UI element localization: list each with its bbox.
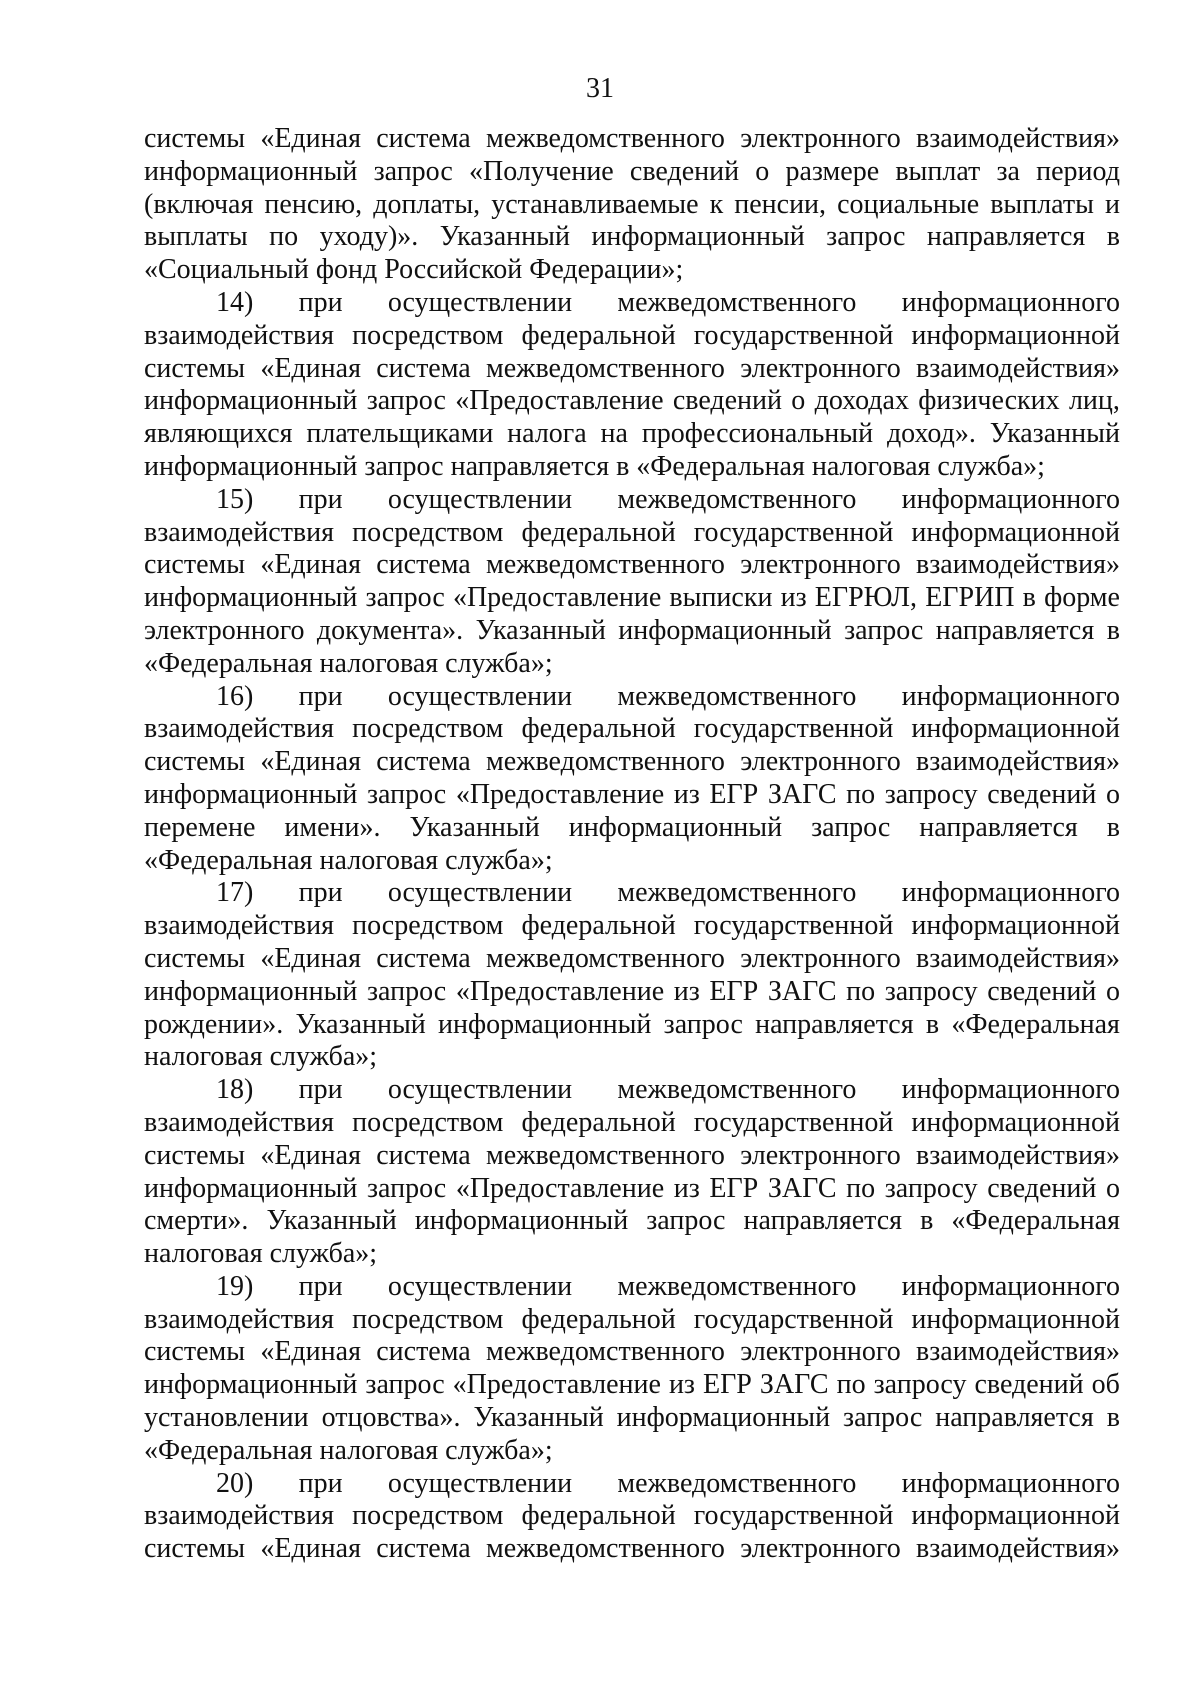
word: информационный <box>591 221 805 253</box>
word: межведомственного <box>485 942 725 974</box>
word: межведомственного <box>617 286 857 318</box>
word: государственной <box>693 1500 894 1532</box>
word: посредством <box>352 516 504 548</box>
word: ЕГР <box>709 778 759 810</box>
text-line: налоговая служба»; <box>144 1238 378 1270</box>
word: Указанный <box>266 1205 397 1237</box>
word: «Предоставление <box>452 1369 661 1401</box>
text-line <box>144 517 1120 550</box>
word: взаимодействия <box>144 910 335 942</box>
word: информационного <box>901 1467 1120 1499</box>
word: информационный <box>414 1205 629 1237</box>
word: «Единая <box>260 1139 361 1171</box>
word: запрос <box>844 614 924 646</box>
word: система <box>376 746 471 778</box>
word: рождении». <box>144 1008 284 1040</box>
word: взаимодействия» <box>915 746 1120 778</box>
word: системы <box>144 549 246 581</box>
word: в <box>1106 811 1120 843</box>
text-line <box>144 1173 1120 1206</box>
word: запросу <box>884 1172 978 1204</box>
word: межведомственного <box>617 1074 857 1106</box>
word: информационного <box>901 1270 1120 1302</box>
text-line <box>144 877 1120 910</box>
word: межведомственного <box>617 1467 857 1499</box>
text-line: «Федеральная налоговая служба»; <box>144 844 553 876</box>
word: отцовства». <box>321 1402 461 1434</box>
word: межведомственного <box>485 1336 725 1368</box>
page-number: 31 <box>586 73 614 104</box>
word: в <box>1106 221 1120 253</box>
word: посредством <box>352 910 504 942</box>
word: пенсии, <box>734 188 827 220</box>
word: выплаты <box>144 221 248 253</box>
text-line <box>144 1468 1120 1501</box>
word: ЕГР <box>702 1369 752 1401</box>
word: «Единая <box>260 942 361 974</box>
word: осуществлении <box>387 1467 573 1499</box>
word: в <box>920 1205 934 1237</box>
word: федеральной <box>521 1106 676 1138</box>
word: информационной <box>911 1500 1120 1532</box>
word: информационного <box>901 877 1120 909</box>
text-line <box>144 287 1120 320</box>
word: направляется <box>926 221 1086 253</box>
word: из <box>668 1369 695 1401</box>
word: из <box>673 975 700 1007</box>
word: запрос <box>366 975 447 1007</box>
word: электронного <box>740 352 901 384</box>
word: информационного <box>901 1074 1120 1106</box>
text-line <box>144 320 1120 353</box>
word: информационный <box>144 582 358 614</box>
word: Указанный <box>475 614 606 646</box>
word: запрос <box>811 811 891 843</box>
word: информационный <box>568 811 783 843</box>
word: в <box>1022 582 1036 614</box>
word: «Предоставление <box>455 975 665 1007</box>
word: уходу)». <box>319 221 419 253</box>
text-line <box>144 1009 1120 1042</box>
word: система <box>376 1139 471 1171</box>
text-line <box>144 123 1120 156</box>
word: информационный <box>618 614 832 646</box>
word: запрос <box>366 385 446 417</box>
text-line <box>144 1271 1120 1304</box>
word: информационный <box>144 1369 358 1401</box>
word: запрос <box>646 1205 726 1237</box>
text-line <box>144 746 1120 779</box>
word: осуществлении <box>387 286 573 318</box>
word: взаимодействия» <box>915 1533 1120 1565</box>
word: «Федеральная <box>951 1008 1120 1040</box>
word: запросу <box>873 1369 967 1401</box>
word: ЗАГС <box>767 1172 837 1204</box>
word: имени». <box>284 811 381 843</box>
word: государственной <box>693 1303 894 1335</box>
word: из <box>673 778 700 810</box>
word: взаимодействия <box>144 1500 335 1532</box>
word: «Федеральная <box>951 1205 1120 1237</box>
word: смерти». <box>144 1205 249 1237</box>
word: система <box>376 352 471 384</box>
word: осуществлении <box>387 1074 573 1106</box>
word: из <box>673 1172 700 1204</box>
word: запрос <box>366 778 447 810</box>
text-line: налоговая служба»; <box>144 1041 378 1073</box>
word: взаимодействия <box>144 1303 335 1335</box>
word: запрос <box>365 582 445 614</box>
word: при <box>298 877 343 909</box>
word: Указанный <box>473 1402 604 1434</box>
word: системы <box>144 746 246 778</box>
text-line <box>144 779 1120 812</box>
text-line <box>144 156 1120 189</box>
word: «Единая <box>260 1336 361 1368</box>
text-line <box>144 1533 1120 1566</box>
text-line <box>144 1402 1120 1435</box>
word: запрос <box>663 1008 743 1040</box>
word: информационного <box>901 680 1120 712</box>
text-line <box>144 681 1120 714</box>
word: «Предоставление <box>455 778 665 810</box>
word: «Единая <box>260 352 361 384</box>
word: межведомственного <box>617 877 857 909</box>
word: 17) <box>216 877 254 909</box>
text-line <box>144 1336 1120 1369</box>
word: о <box>1105 975 1120 1007</box>
text-line <box>144 418 1120 451</box>
word: системы <box>144 1336 246 1368</box>
text-line <box>144 189 1120 222</box>
word: электронного <box>144 614 305 646</box>
word: государственной <box>693 516 894 548</box>
word: электронного <box>740 549 901 581</box>
word: на <box>600 418 628 450</box>
word: информационной <box>911 1303 1120 1335</box>
word: межведомственного <box>617 680 857 712</box>
word: межведомственного <box>617 1270 857 1302</box>
word: системы <box>144 1533 246 1565</box>
word: за <box>996 155 1020 187</box>
word: выплаты <box>990 188 1094 220</box>
word: взаимодействия <box>144 713 335 745</box>
word: посредством <box>352 1106 504 1138</box>
word: доплаты, <box>373 188 481 220</box>
word: Указанный <box>439 221 570 253</box>
word: посредством <box>352 319 504 351</box>
text-line <box>144 1074 1120 1107</box>
text-line: информационный запрос направляется в «Федеральная налоговая служба»; <box>144 450 1045 482</box>
text-line <box>144 976 1120 1009</box>
word: по <box>846 778 876 810</box>
word: направляется <box>755 1008 914 1040</box>
word: из <box>780 582 807 614</box>
word: сведений <box>987 1172 1097 1204</box>
word: выписки <box>669 582 773 614</box>
text-line <box>144 713 1120 746</box>
word: пенсию, <box>264 188 363 220</box>
word: межведомственного <box>485 746 725 778</box>
word: взаимодействия» <box>915 1139 1120 1171</box>
word: 14) <box>216 286 254 318</box>
word: электронного <box>740 1336 901 1368</box>
word: взаимодействия» <box>915 123 1120 154</box>
text-line <box>144 1140 1120 1173</box>
word: запрос <box>366 1172 447 1204</box>
word: направляется <box>935 614 1095 646</box>
word: по <box>836 1369 866 1401</box>
word: по <box>846 1172 876 1204</box>
text-line <box>144 221 1120 254</box>
word: федеральной <box>521 713 676 745</box>
word: «Предоставление <box>455 385 664 417</box>
word: направляется <box>743 1205 903 1237</box>
word: документа». <box>316 614 464 646</box>
word: система <box>376 1533 471 1565</box>
word: лиц, <box>1068 385 1120 417</box>
word: являющихся <box>144 418 293 450</box>
word: система <box>376 942 471 974</box>
word: в <box>1106 1402 1120 1434</box>
word: при <box>298 286 343 318</box>
word: «Предоставление <box>452 582 662 614</box>
word: 16) <box>216 680 254 712</box>
word: Указанный <box>989 418 1120 450</box>
word: информационной <box>911 713 1120 745</box>
word: федеральной <box>521 516 676 548</box>
word: о <box>755 155 770 187</box>
word: «Единая <box>260 746 361 778</box>
word: федеральной <box>521 1500 676 1532</box>
word: взаимодействия <box>144 516 335 548</box>
word: о <box>1105 1172 1120 1204</box>
text-line <box>144 615 1120 648</box>
word: в <box>925 1008 940 1040</box>
word: посредством <box>352 1303 504 1335</box>
word: запрос <box>365 1369 445 1401</box>
word: система <box>376 549 471 581</box>
word: осуществлении <box>387 1270 573 1302</box>
word: информационной <box>911 910 1120 942</box>
text-line <box>144 1369 1120 1402</box>
word: «Единая <box>260 1533 361 1565</box>
text-line <box>144 1500 1120 1533</box>
word: информационный <box>144 975 358 1007</box>
word: ЗАГС <box>759 1369 829 1401</box>
word: информационный <box>616 1402 831 1434</box>
word: сведений <box>987 778 1097 810</box>
word: по <box>846 975 876 1007</box>
text-line: «Федеральная налоговая служба»; <box>144 1434 553 1466</box>
word: «Предоставление <box>455 1172 665 1204</box>
word: взаимодействия» <box>915 942 1120 974</box>
word: осуществлении <box>387 680 573 712</box>
word: запросу <box>884 975 978 1007</box>
word: информационной <box>911 319 1120 351</box>
text-line <box>144 1107 1120 1140</box>
word: системы <box>144 123 246 154</box>
word: межведомственного <box>617 483 857 515</box>
word: запрос <box>826 221 906 253</box>
word: информационный <box>144 1172 358 1204</box>
word: налога <box>507 418 587 450</box>
word: сведений <box>974 1369 1084 1401</box>
text-line <box>144 812 1120 845</box>
word: об <box>1091 1369 1120 1401</box>
word: информационный <box>144 385 358 417</box>
word: направляется <box>935 1402 1094 1434</box>
text-line: «Социальный фонд Российской Федерации»; <box>144 254 684 286</box>
word: электронного <box>740 1533 901 1565</box>
word: при <box>298 680 343 712</box>
word: запросу <box>884 778 978 810</box>
word: о <box>1105 778 1120 810</box>
word: межведомственного <box>485 1533 725 1565</box>
word: 15) <box>216 483 254 515</box>
word: сведений <box>629 155 740 187</box>
text-line <box>144 549 1120 582</box>
word: запрос <box>843 1402 923 1434</box>
word: запрос <box>373 155 453 187</box>
word: осуществлении <box>387 483 573 515</box>
word: информационной <box>911 516 1120 548</box>
word: информационный <box>144 155 358 187</box>
word: Указанный <box>295 1008 426 1040</box>
text-line <box>144 1205 1120 1238</box>
word: государственной <box>693 910 894 942</box>
word: плательщиками <box>306 418 494 450</box>
word: установлении <box>144 1402 309 1434</box>
word: доходах <box>814 385 909 417</box>
word: посредством <box>352 713 504 745</box>
word: сведений <box>987 975 1097 1007</box>
text-line: «Федеральная налоговая служба»; <box>144 647 553 679</box>
word: информационной <box>911 1106 1120 1138</box>
word: 18) <box>216 1074 254 1106</box>
text-line <box>144 582 1120 615</box>
word: направляется <box>919 811 1078 843</box>
word: физических <box>918 385 1060 417</box>
word: информационный <box>438 1008 652 1040</box>
word: при <box>298 483 343 515</box>
text-line <box>144 1304 1120 1337</box>
word: ЗАГС <box>767 778 837 810</box>
word: устанавливаемые <box>491 188 699 220</box>
word: ЗАГС <box>767 975 837 1007</box>
word: взаимодействия» <box>915 1336 1120 1368</box>
word: электронного <box>740 746 901 778</box>
word: государственной <box>693 319 894 351</box>
word: форме <box>1044 582 1120 614</box>
word: сведений <box>672 385 782 417</box>
word: к <box>709 188 724 220</box>
word: размере <box>785 155 880 187</box>
document-body <box>144 123 1120 1566</box>
word: ЕГР <box>709 1172 759 1204</box>
word: федеральной <box>521 910 676 942</box>
text-line <box>144 484 1120 517</box>
word: федеральной <box>521 319 676 351</box>
word: системы <box>144 942 246 974</box>
word: электронного <box>740 1139 901 1171</box>
word: государственной <box>693 1106 894 1138</box>
word: перемене <box>144 811 256 843</box>
text-line <box>144 910 1120 943</box>
word: в <box>1106 614 1120 646</box>
word: Указанный <box>409 811 540 843</box>
word: система <box>376 123 471 154</box>
word: при <box>298 1467 343 1499</box>
word: ЕГРЮЛ, <box>814 582 918 614</box>
word: информационного <box>901 286 1120 318</box>
word: 20) <box>216 1467 254 1499</box>
word: государственной <box>693 713 894 745</box>
word: взаимодействия <box>144 1106 335 1138</box>
word: период <box>1036 155 1120 187</box>
word: межведомственного <box>485 549 725 581</box>
word: при <box>298 1074 343 1106</box>
word: ЕГРИП <box>925 582 1015 614</box>
word: межведомственного <box>485 123 725 154</box>
word: «Единая <box>260 549 361 581</box>
word: доход». <box>886 418 976 450</box>
word: при <box>298 1270 343 1302</box>
word: взаимодействия» <box>915 549 1120 581</box>
word: информационный <box>144 778 358 810</box>
text-line <box>144 943 1120 976</box>
word: ЕГР <box>709 975 759 1007</box>
word: выплат <box>895 155 981 187</box>
word: по <box>269 221 299 253</box>
word: «Получение <box>469 155 614 187</box>
word: 19) <box>216 1270 254 1302</box>
word: системы <box>144 1139 246 1171</box>
word: посредством <box>352 1500 504 1532</box>
word: осуществлении <box>387 877 573 909</box>
word: профессиональный <box>641 418 874 450</box>
word: и <box>1104 188 1120 220</box>
word: (включая <box>144 188 254 220</box>
word: взаимодействия» <box>915 352 1120 384</box>
text-line <box>144 385 1120 418</box>
word: межведомственного <box>485 1139 725 1171</box>
word: электронного <box>740 123 901 154</box>
word: взаимодействия <box>144 319 335 351</box>
word: о <box>791 385 806 417</box>
word: информационного <box>901 483 1120 515</box>
word: система <box>376 1336 471 1368</box>
text-line <box>144 353 1120 386</box>
word: межведомственного <box>485 352 725 384</box>
word: системы <box>144 352 246 384</box>
word: социальные <box>837 188 980 220</box>
word: «Единая <box>260 123 361 154</box>
word: федеральной <box>521 1303 676 1335</box>
word: электронного <box>740 942 901 974</box>
